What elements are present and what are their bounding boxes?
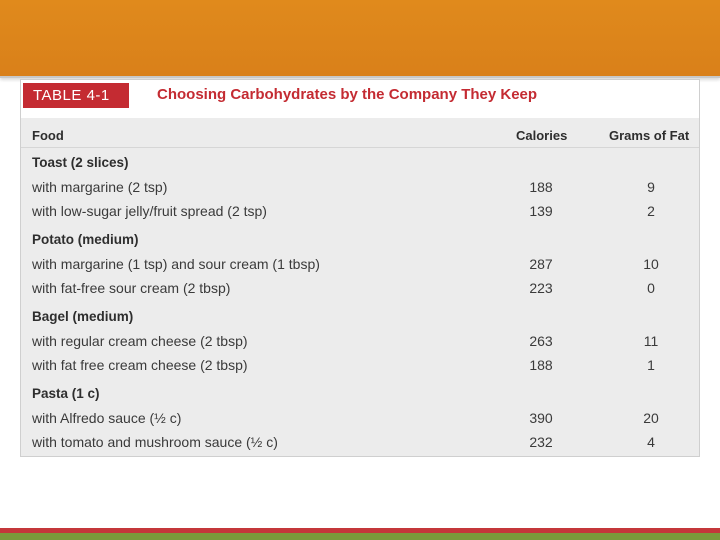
table-number-tag: TABLE 4-1	[23, 83, 129, 108]
table-body	[21, 152, 699, 455]
calories-cell: 263	[529, 333, 553, 349]
group-heading: Bagel (medium)	[32, 309, 134, 324]
table-row	[21, 330, 699, 354]
fat-cell: 4	[647, 434, 655, 450]
food-cell: with margarine (1 tsp) and sour cream (1 tbsp)	[32, 256, 320, 272]
table-row	[21, 277, 699, 301]
footer-stripe-green	[0, 533, 720, 540]
calories-cell: 232	[529, 434, 553, 450]
table-row	[21, 176, 699, 200]
column-header-row	[21, 118, 699, 148]
fat-cell: 9	[647, 179, 655, 195]
food-cell: with regular cream cheese (2 tbsp)	[32, 333, 248, 349]
table-row	[21, 407, 699, 431]
fat-cell: 1	[647, 357, 655, 373]
nutrition-table	[20, 79, 700, 457]
group-heading: Pasta (1 c)	[32, 386, 100, 401]
fat-cell: 2	[647, 203, 655, 219]
column-header-calories: Calories	[516, 128, 568, 143]
fat-cell: 10	[643, 256, 659, 272]
calories-cell: 390	[529, 410, 553, 426]
group-heading: Toast (2 slices)	[32, 155, 129, 170]
group-heading: Potato (medium)	[32, 232, 139, 247]
fat-cell: 11	[643, 333, 659, 349]
column-header-food: Food	[32, 128, 64, 143]
calories-cell: 287	[529, 256, 553, 272]
food-cell: with low-sugar jelly/fruit spread (2 tsp)	[32, 203, 267, 219]
table-row	[21, 431, 699, 455]
top-banner	[0, 0, 720, 78]
calories-cell: 188	[529, 179, 553, 195]
food-cell: with margarine (2 tsp)	[32, 179, 168, 195]
calories-cell: 223	[529, 280, 553, 296]
column-header-fat: Grams of Fat	[609, 128, 690, 143]
table-title: Choosing Carbohydrates by the Company They Keep	[157, 86, 538, 103]
table-row	[21, 354, 699, 378]
table-row	[21, 200, 699, 224]
food-cell: with Alfredo sauce (½ c)	[32, 410, 182, 426]
table-header	[21, 80, 699, 118]
fat-cell: 20	[643, 410, 659, 426]
calories-cell: 139	[529, 203, 553, 219]
food-cell: with tomato and mushroom sauce (½ c)	[32, 434, 278, 450]
table-row	[21, 253, 699, 277]
calories-cell: 188	[529, 357, 553, 373]
food-cell: with fat free cream cheese (2 tbsp)	[32, 357, 248, 373]
fat-cell: 0	[647, 280, 655, 296]
food-cell: with fat-free sour cream (2 tbsp)	[32, 280, 231, 296]
